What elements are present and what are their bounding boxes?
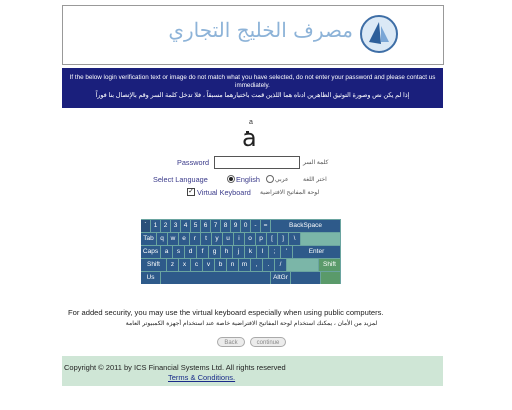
key-backtick[interactable]: ` [141,220,151,232]
key-shift-left[interactable]: Shift [141,259,167,271]
key-9[interactable]: 9 [231,220,241,232]
key-f[interactable]: f [197,246,209,258]
key-altgr[interactable]: AltGr [271,272,291,284]
key-blank [321,272,341,284]
english-label: English [236,175,260,184]
notice-english: If the below login verification text or image do not match what you have selected, do not enter your password and please contact us immediately. [69,74,436,89]
copyright-text: Copyright © 2011 by ICS Financial Systems Ltd. All rights reserved [64,363,286,372]
key-h[interactable]: h [221,246,233,258]
key-s[interactable]: s [173,246,185,258]
key-w[interactable]: w [168,233,179,245]
password-label-arabic: كلمة السر [303,160,329,166]
key-t[interactable]: t [201,233,212,245]
key-8[interactable]: 8 [221,220,231,232]
password-label: Password [177,158,210,167]
key-r[interactable]: r [190,233,201,245]
key-open-bracket[interactable]: [ [267,233,278,245]
key-0[interactable]: 0 [241,220,251,232]
continue-button[interactable]: continue [250,337,286,347]
key-blank [301,233,341,245]
back-button[interactable]: Back [217,337,245,347]
captcha-image: a [242,124,257,152]
key-enter[interactable]: Enter [293,246,341,258]
password-input[interactable] [214,156,300,169]
key-x[interactable]: x [179,259,191,271]
key-n[interactable]: n [227,259,239,271]
key-o[interactable]: o [245,233,256,245]
virtual-keyboard-label: Virtual Keyboard [197,188,251,197]
key-2[interactable]: 2 [161,220,171,232]
key-e[interactable]: e [179,233,190,245]
key-d[interactable]: d [185,246,197,258]
key-period[interactable]: . [263,259,275,271]
virtual-keyboard [141,219,341,283]
key-z[interactable]: z [167,259,179,271]
key-backspace[interactable]: BackSpace [271,220,341,232]
key-minus[interactable]: - [251,220,261,232]
key-m[interactable]: m [239,259,251,271]
key-us[interactable]: Us [141,272,161,284]
key-j[interactable]: j [233,246,245,258]
key-1[interactable]: 1 [151,220,161,232]
key-l[interactable]: l [257,246,269,258]
arabic-radio[interactable] [266,175,274,183]
key-i[interactable]: i [234,233,245,245]
key-blank [287,259,319,271]
key-blank [291,272,321,284]
security-tip-english: For added security, you may use the virtual keyboard especially when using public computers. [68,308,384,317]
key-quote[interactable]: ' [281,246,293,258]
key-equals[interactable]: = [261,220,271,232]
key-slash[interactable]: / [275,259,287,271]
security-notice [62,68,443,108]
security-tip-arabic: لمزيد من الأمان ، يمكنك استخدام لوحة المفاتيح الافتراضية خاصة عند استخدام أجهزة الكمبيوتر العامة [125,320,378,327]
key-space[interactable] [161,272,271,284]
key-caps[interactable]: Caps [141,246,161,258]
virtual-keyboard-label-arabic: لوحة المفاتيح الافتراضية [260,190,320,196]
key-3[interactable]: 3 [171,220,181,232]
key-7[interactable]: 7 [211,220,221,232]
key-5[interactable]: 5 [191,220,201,232]
key-close-bracket[interactable]: ] [278,233,289,245]
key-y[interactable]: y [212,233,223,245]
key-comma[interactable]: , [251,259,263,271]
arabic-label: عربي [275,177,289,183]
bank-logo-icon [359,14,399,54]
key-p[interactable]: p [256,233,267,245]
key-b[interactable]: b [215,259,227,271]
captcha-label: a [249,119,253,126]
key-k[interactable]: k [245,246,257,258]
key-v[interactable]: v [203,259,215,271]
bank-name: مصرف الخليج التجاري [168,18,353,42]
key-u[interactable]: u [223,233,234,245]
language-label-arabic: اختر اللغة [303,177,327,183]
bank-banner [62,5,444,65]
key-g[interactable]: g [209,246,221,258]
key-a[interactable]: a [161,246,173,258]
key-backslash[interactable]: \ [289,233,301,245]
key-semicolon[interactable]: ; [269,246,281,258]
key-tab[interactable]: Tab [141,233,157,245]
footer [62,356,443,386]
key-6[interactable]: 6 [201,220,211,232]
virtual-keyboard-checkbox[interactable]: ✓ [188,188,194,195]
key-c[interactable]: c [191,259,203,271]
terms-link[interactable]: Terms & Conditions. [168,373,236,382]
key-shift-right[interactable]: Shift [319,259,341,271]
key-q[interactable]: q [157,233,168,245]
language-label: Select Language [153,175,208,184]
notice-arabic: إذا لم يكن نص وصورة التوثيق الظاهرين ادناه هما اللذين قمت باختيارهما مسبقاً ، فلا تدخل كلمة السر وقم بالإتصال بنا فوراً [95,92,410,99]
english-radio[interactable] [227,175,235,183]
key-4[interactable]: 4 [181,220,191,232]
